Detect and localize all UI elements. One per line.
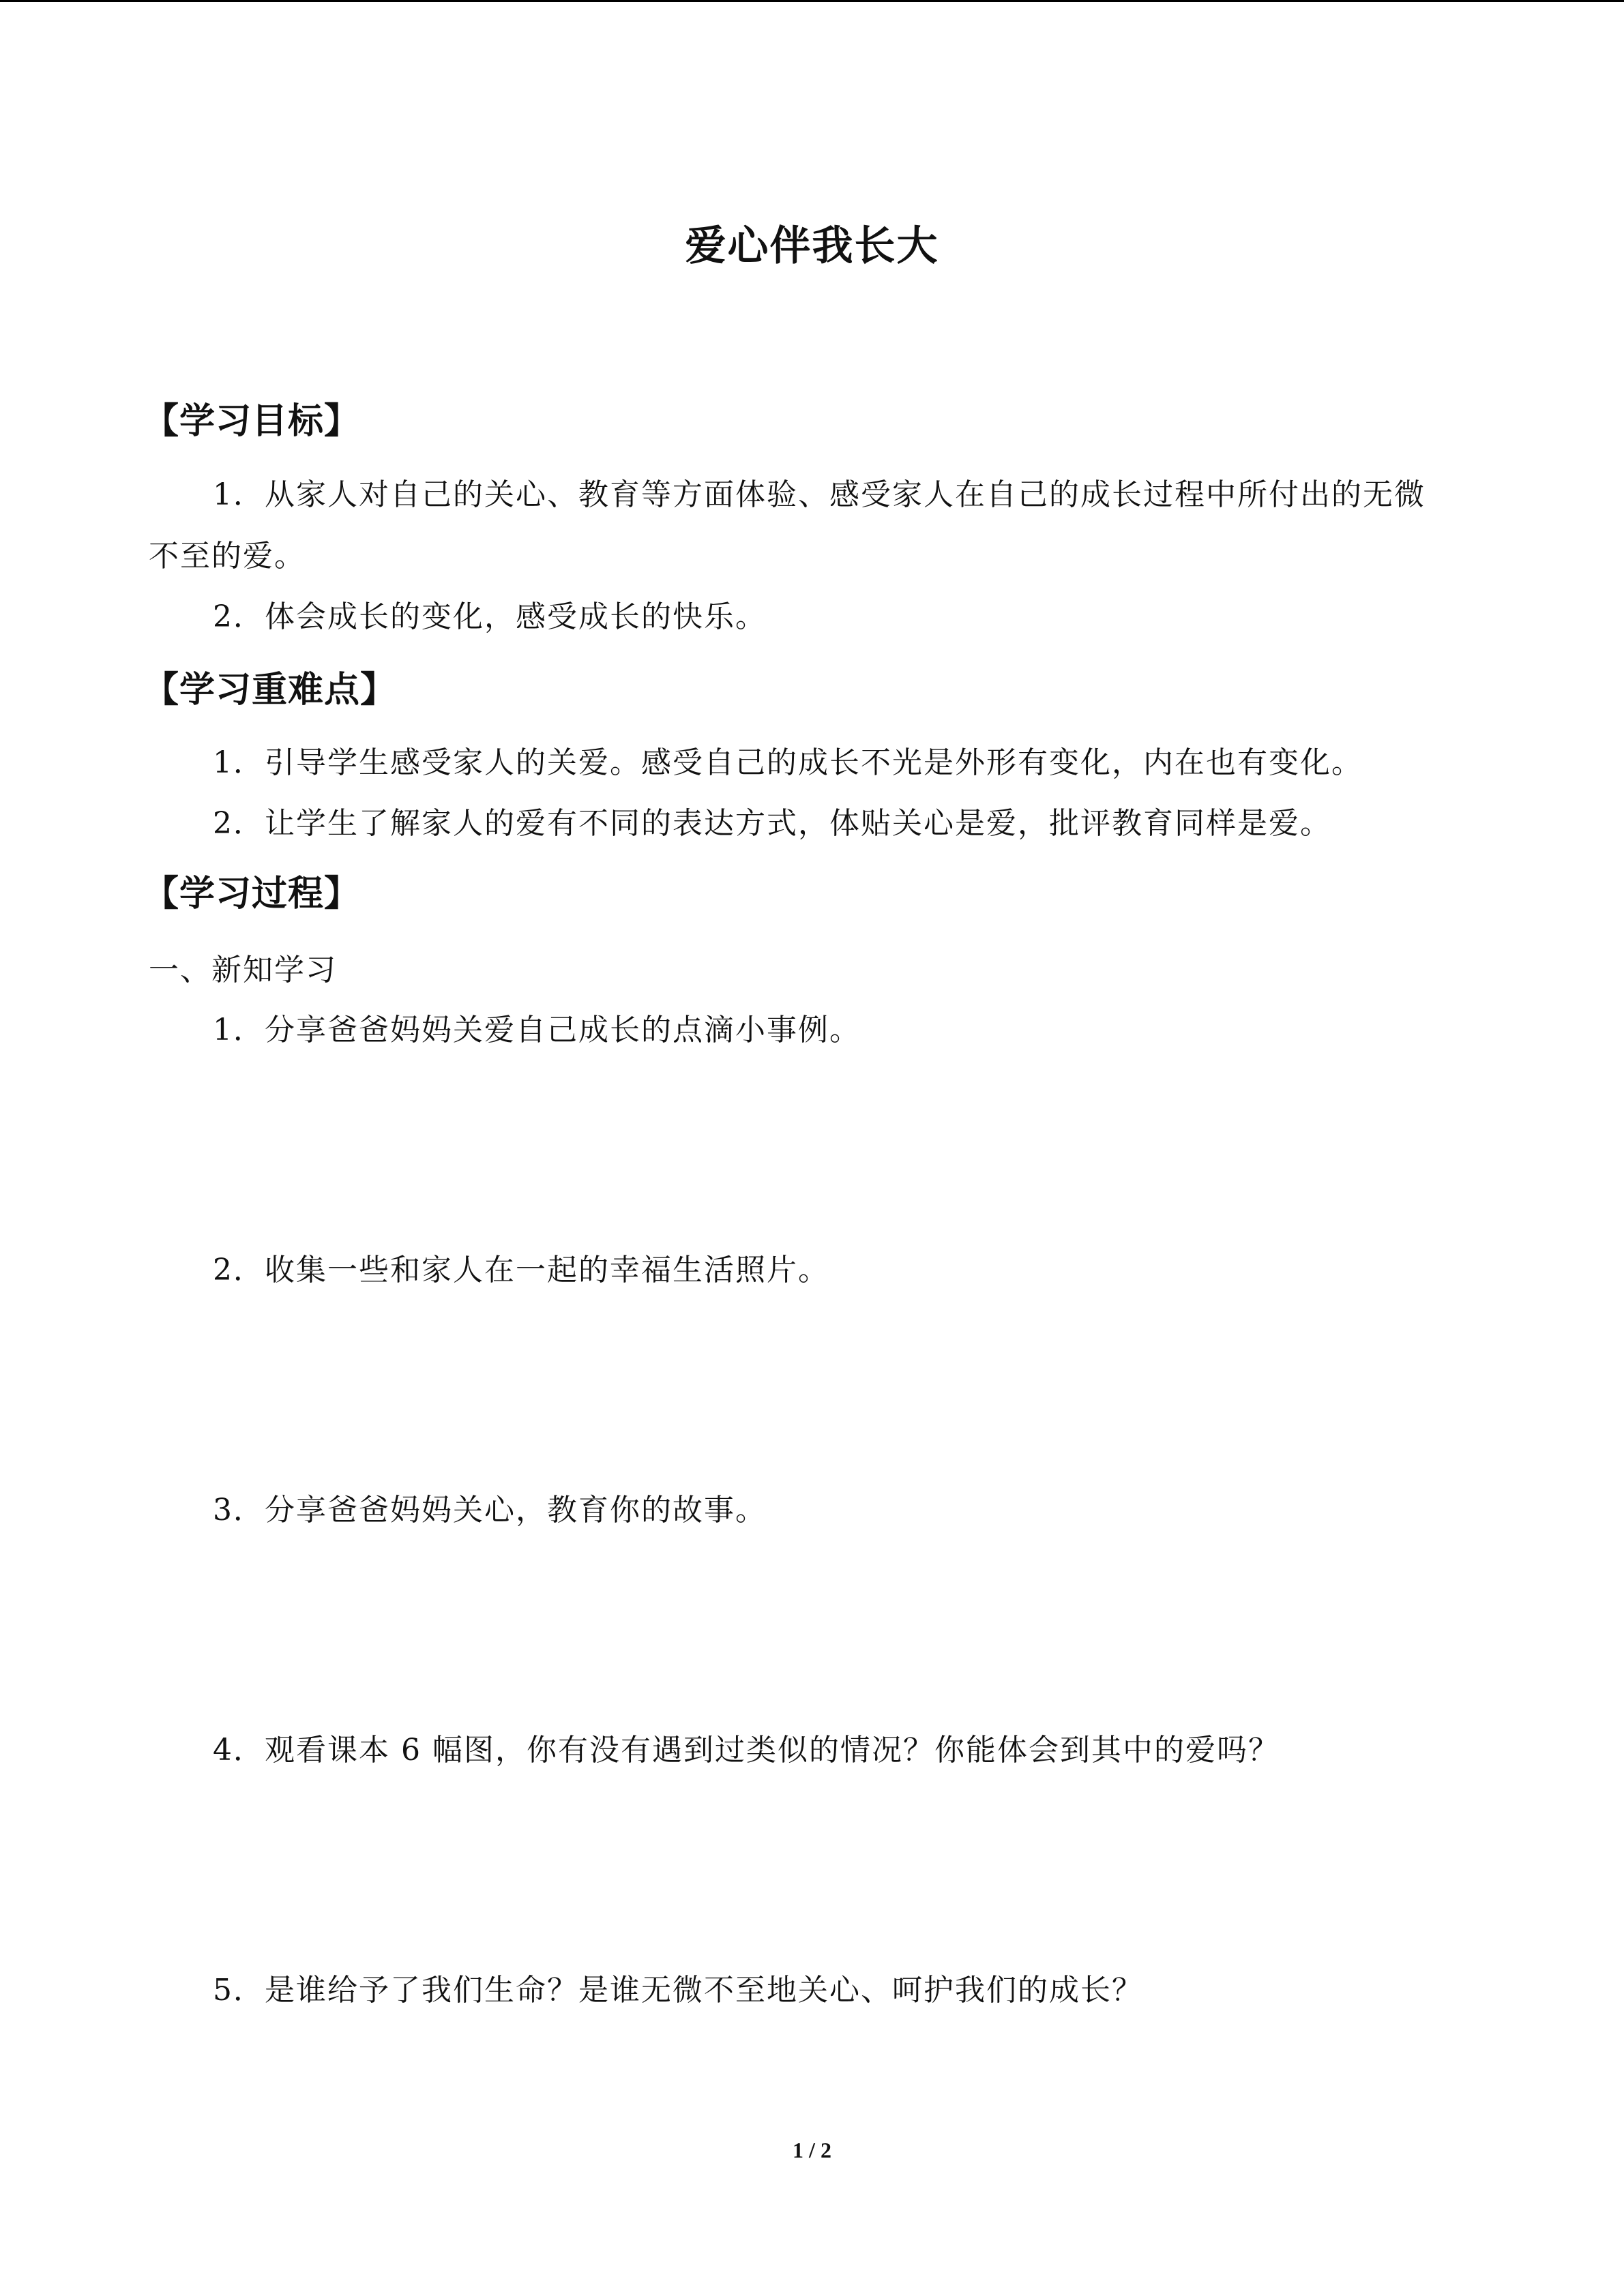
key-point-item-1: 1．引导学生感受家人的关爱。感受自己的成长不光是外形有变化，内在也有变化。 bbox=[213, 745, 1363, 780]
process-question-2: 2．收集一些和家人在一起的幸福生活照片。 bbox=[213, 1253, 829, 1287]
section-heading-goals: 【学习目标】 bbox=[143, 401, 361, 442]
process-question-5: 5．是谁给予了我们生命？是谁无微不至地关心、呵护我们的成长？ bbox=[213, 1973, 1143, 2008]
document-title: 爱心伴我长大 bbox=[685, 222, 939, 270]
goal-item-2: 2．体会成长的变化，感受成长的快乐。 bbox=[213, 599, 767, 634]
section-heading-process: 【学习过程】 bbox=[143, 874, 361, 914]
goal-item-1-line-1: 1．从家人对自己的关心、教育等方面体验、感受家人在自己的成长过程中所付出的无微 bbox=[213, 477, 1426, 512]
key-point-item-2: 2．让学生了解家人的爱有不同的表达方式，体贴关心是爱，批评教育同样是爱。 bbox=[213, 806, 1331, 841]
process-question-4: 4．观看课本 6 幅图，你有没有遇到过类似的情况？你能体会到其中的爱吗？ bbox=[213, 1733, 1280, 1768]
section-heading-key-points: 【学习重难点】 bbox=[143, 670, 397, 711]
process-subheading: 一、新知学习 bbox=[149, 953, 337, 987]
process-question-1: 1．分享爸爸妈妈关爱自己成长的点滴小事例。 bbox=[213, 1013, 861, 1047]
page-number: 1 / 2 bbox=[793, 2138, 831, 2162]
process-question-3: 3．分享爸爸妈妈关心，教育你的故事。 bbox=[213, 1493, 767, 1527]
goal-item-1-line-2: 不至的爱。 bbox=[149, 539, 306, 573]
